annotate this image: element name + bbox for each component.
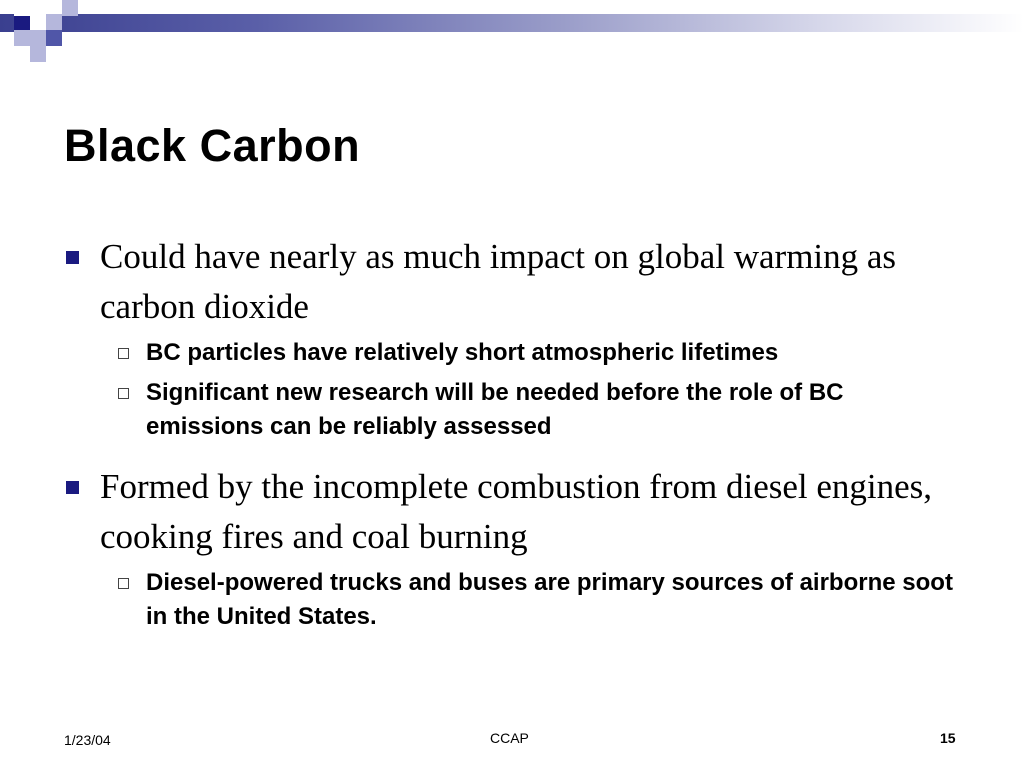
hollow-square-bullet-icon	[118, 388, 129, 399]
sub-bullet-item	[146, 566, 964, 634]
bullet-item	[64, 462, 964, 562]
hollow-square-bullet-icon	[118, 578, 129, 589]
slide-title: Black Carbon	[64, 120, 361, 171]
slide-body	[64, 232, 964, 640]
bullet-text: Formed by the incomplete combustion from diesel engines, cooking fires and coal burning	[100, 467, 933, 556]
square-bullet-icon	[66, 481, 79, 494]
sub-bullet-text: Diesel-powered trucks and buses are primary sources of airborne soot in the United States.	[146, 569, 953, 630]
bullet-item	[64, 232, 964, 332]
header-gradient-band	[0, 14, 1024, 32]
slide-number: 15	[940, 730, 956, 746]
sub-bullet-text: BC particles have relatively short atmospheric lifetimes	[146, 339, 779, 366]
square-bullet-icon	[66, 251, 79, 264]
sub-bullet-text: Significant new research will be needed before the role of BC emissions can be reliably assessed	[146, 379, 844, 440]
sub-bullet-item	[146, 336, 964, 370]
sub-bullet-item	[146, 376, 964, 444]
bullet-text: Could have nearly as much impact on global warming as carbon dioxide	[100, 237, 897, 326]
footer-date: 1/23/04	[64, 732, 111, 748]
hollow-square-bullet-icon	[118, 348, 129, 359]
footer-organization: CCAP	[490, 730, 529, 746]
